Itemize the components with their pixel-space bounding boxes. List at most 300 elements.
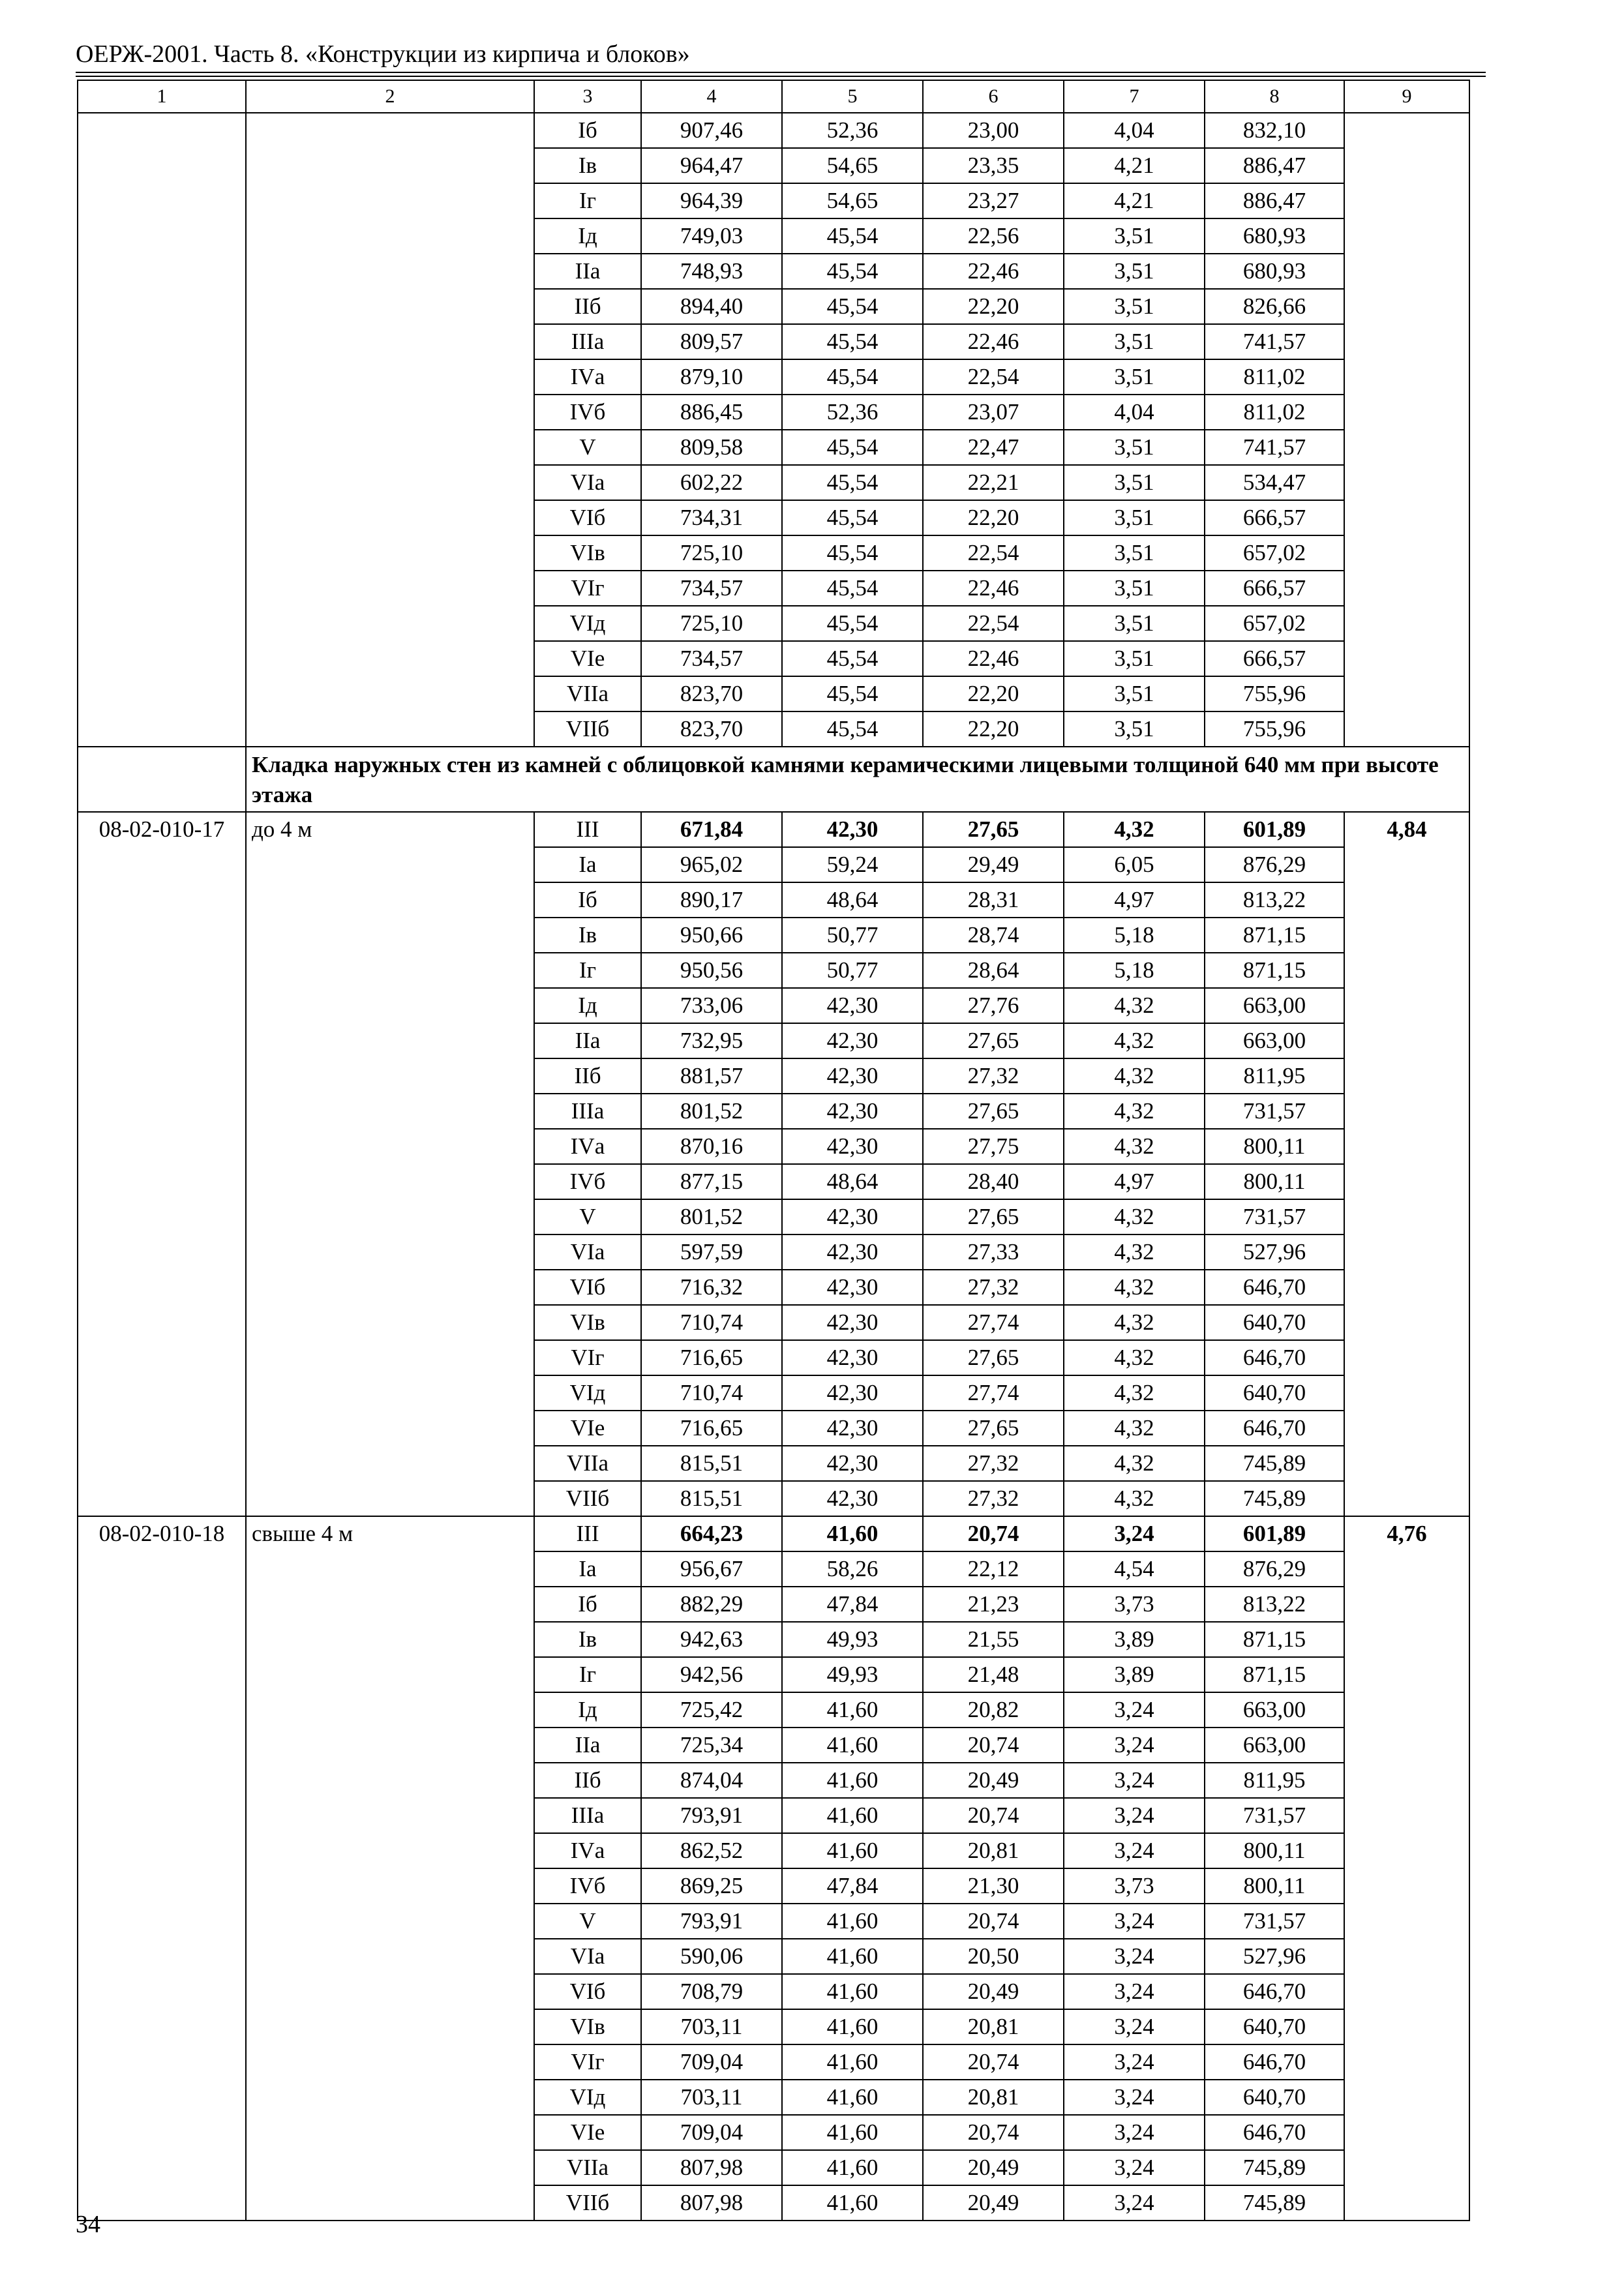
rate-description-cell [246,113,534,747]
rate-code-cell: 08-02-010-18 [78,1516,246,2221]
value-cell: 41,60 [782,1798,923,1833]
value-cell: 5,18 [1064,953,1205,988]
value-cell: 23,07 [923,395,1064,430]
value-cell: 41,60 [782,2044,923,2080]
zone-cell: VIв [534,2009,641,2044]
value-cell: 27,75 [923,1129,1064,1164]
zone-cell: VIв [534,535,641,571]
value-cell: 3,24 [1064,1692,1205,1728]
value-cell: 950,66 [641,918,782,953]
value-cell: 54,65 [782,183,923,218]
table-row [78,113,1469,148]
zone-cell: Iг [534,183,641,218]
value-cell: 45,54 [782,535,923,571]
value-cell: 41,60 [782,2009,923,2044]
value-cell: 871,15 [1205,953,1344,988]
value-cell: 42,30 [782,1094,923,1129]
value-cell: 42,30 [782,988,923,1023]
labor-cost-cell: 4,84 [1344,812,1469,1516]
value-cell: 27,32 [923,1481,1064,1516]
value-cell: 28,31 [923,882,1064,918]
value-cell: 3,24 [1064,1833,1205,1868]
value-cell: 731,57 [1205,1798,1344,1833]
value-cell: 832,10 [1205,113,1344,148]
document-header-title: ОЕРЖ-2001. Часть 8. «Конструкции из кирпича и блоков» [76,40,690,68]
value-cell: 42,30 [782,1199,923,1234]
value-cell: 710,74 [641,1375,782,1411]
value-cell: 663,00 [1205,1692,1344,1728]
value-cell: 745,89 [1205,2150,1344,2185]
value-cell: 42,30 [782,1234,923,1270]
value-cell: 886,47 [1205,183,1344,218]
value-cell: 22,56 [923,218,1064,254]
value-cell: 20,82 [923,1692,1064,1728]
zone-cell: IIа [534,1728,641,1763]
zone-cell: IIIа [534,1094,641,1129]
value-cell: 3,51 [1064,324,1205,359]
value-cell: 42,30 [782,1129,923,1164]
value-cell: 52,36 [782,395,923,430]
value-cell: 646,70 [1205,1270,1344,1305]
value-cell: 3,51 [1064,430,1205,465]
value-cell: 27,65 [923,1340,1064,1375]
value-cell: 4,04 [1064,113,1205,148]
value-cell: 755,96 [1205,711,1344,747]
value-cell: 640,70 [1205,2009,1344,2044]
zone-cell: VIг [534,1340,641,1375]
zone-cell: Iа [534,847,641,882]
value-cell: 45,54 [782,465,923,500]
value-cell: 22,20 [923,711,1064,747]
value-cell: 725,34 [641,1728,782,1763]
value-cell: 4,32 [1064,1270,1205,1305]
value-cell: 811,95 [1205,1763,1344,1798]
value-cell: 666,57 [1205,571,1344,606]
zone-cell: IVб [534,395,641,430]
value-cell: 731,57 [1205,1094,1344,1129]
zone-cell: VIб [534,1270,641,1305]
value-cell: 48,64 [782,1164,923,1199]
value-cell: 527,96 [1205,1234,1344,1270]
value-cell: 950,56 [641,953,782,988]
value-cell: 3,24 [1064,1904,1205,1939]
value-cell: 42,30 [782,812,923,847]
zone-cell: VIг [534,571,641,606]
value-cell: 47,84 [782,1587,923,1622]
value-cell: 708,79 [641,1974,782,2009]
value-cell: 882,29 [641,1587,782,1622]
zone-cell: Iг [534,1657,641,1692]
value-cell: 871,15 [1205,1657,1344,1692]
column-number-cell: 6 [923,80,1064,113]
value-cell: 876,29 [1205,847,1344,882]
value-cell: 801,52 [641,1094,782,1129]
zone-cell: VIа [534,1234,641,1270]
value-cell: 3,24 [1064,1798,1205,1833]
value-cell: 666,57 [1205,641,1344,676]
value-cell: 27,32 [923,1058,1064,1094]
value-cell: 45,54 [782,641,923,676]
zone-cell: VIа [534,465,641,500]
value-cell: 3,24 [1064,2080,1205,2115]
value-cell: 745,89 [1205,1446,1344,1481]
zone-cell: VIIа [534,2150,641,2185]
value-cell: 879,10 [641,359,782,395]
value-cell: 811,02 [1205,359,1344,395]
value-cell: 3,51 [1064,218,1205,254]
zone-cell: IIб [534,289,641,324]
zone-cell: V [534,1199,641,1234]
value-cell: 22,54 [923,535,1064,571]
value-cell: 813,22 [1205,882,1344,918]
value-cell: 709,04 [641,2044,782,2080]
value-cell: 20,49 [923,1763,1064,1798]
value-cell: 4,97 [1064,1164,1205,1199]
zone-cell: VIв [534,1305,641,1340]
value-cell: 27,65 [923,1199,1064,1234]
value-cell: 716,65 [641,1340,782,1375]
value-cell: 42,30 [782,1411,923,1446]
value-cell: 3,24 [1064,1516,1205,1551]
value-cell: 45,54 [782,606,923,641]
zone-cell: IIа [534,1023,641,1058]
value-cell: 597,59 [641,1234,782,1270]
value-cell: 29,49 [923,847,1064,882]
value-cell: 22,46 [923,571,1064,606]
zone-cell: Iв [534,148,641,183]
value-cell: 657,02 [1205,535,1344,571]
value-cell: 716,32 [641,1270,782,1305]
value-cell: 3,51 [1064,359,1205,395]
value-cell: 3,51 [1064,535,1205,571]
page-number: 34 [76,2211,100,2238]
value-cell: 20,74 [923,2044,1064,2080]
value-cell: 703,11 [641,2080,782,2115]
labor-cost-cell [1344,113,1469,747]
value-cell: 942,63 [641,1622,782,1657]
value-cell: 3,73 [1064,1868,1205,1904]
value-cell: 47,84 [782,1868,923,1904]
value-cell: 4,32 [1064,1446,1205,1481]
column-number-cell: 8 [1205,80,1344,113]
value-cell: 21,30 [923,1868,1064,1904]
value-cell: 640,70 [1205,1375,1344,1411]
value-cell: 725,10 [641,606,782,641]
value-cell: 27,65 [923,1411,1064,1446]
value-cell: 22,46 [923,254,1064,289]
value-cell: 807,98 [641,2185,782,2221]
value-cell: 823,70 [641,676,782,711]
value-cell: 42,30 [782,1446,923,1481]
value-cell: 45,54 [782,500,923,535]
zone-cell: Iб [534,113,641,148]
value-cell: 734,57 [641,641,782,676]
value-cell: 20,74 [923,2115,1064,2150]
value-cell: 41,60 [782,2080,923,2115]
value-cell: 20,49 [923,2150,1064,2185]
value-cell: 20,49 [923,2185,1064,2221]
value-cell: 3,51 [1064,676,1205,711]
value-cell: 48,64 [782,882,923,918]
value-cell: 27,65 [923,812,1064,847]
value-cell: 41,60 [782,1728,923,1763]
value-cell: 54,65 [782,148,923,183]
value-cell: 50,77 [782,918,923,953]
zone-cell: Iд [534,1692,641,1728]
value-cell: 640,70 [1205,2080,1344,2115]
value-cell: 874,04 [641,1763,782,1798]
value-cell: 826,66 [1205,289,1344,324]
rate-code-cell [78,113,246,747]
value-cell: 741,57 [1205,430,1344,465]
value-cell: 45,54 [782,676,923,711]
value-cell: 3,51 [1064,711,1205,747]
value-cell: 4,32 [1064,1129,1205,1164]
value-cell: 41,60 [782,1939,923,1974]
value-cell: 663,00 [1205,1728,1344,1763]
value-cell: 800,11 [1205,1833,1344,1868]
value-cell: 640,70 [1205,1305,1344,1340]
value-cell: 725,42 [641,1692,782,1728]
zone-cell: Iа [534,1551,641,1587]
value-cell: 3,24 [1064,1939,1205,1974]
value-cell: 755,96 [1205,676,1344,711]
value-cell: 27,32 [923,1446,1064,1481]
value-cell: 809,58 [641,430,782,465]
value-cell: 3,89 [1064,1657,1205,1692]
value-cell: 50,77 [782,953,923,988]
value-cell: 680,93 [1205,218,1344,254]
value-cell: 27,32 [923,1270,1064,1305]
value-cell: 5,18 [1064,918,1205,953]
value-cell: 3,24 [1064,2044,1205,2080]
value-cell: 731,57 [1205,1904,1344,1939]
value-cell: 20,81 [923,2009,1064,2044]
value-cell: 801,52 [641,1199,782,1234]
value-cell: 725,10 [641,535,782,571]
zone-cell: IVб [534,1868,641,1904]
value-cell: 732,95 [641,1023,782,1058]
value-cell: 21,23 [923,1587,1064,1622]
value-cell: 20,74 [923,1728,1064,1763]
zone-cell: VIг [534,2044,641,2080]
zone-cell: VIд [534,1375,641,1411]
value-cell: 671,84 [641,812,782,847]
header-rule-top [76,72,1486,73]
value-cell: 716,65 [641,1411,782,1446]
value-cell: 745,89 [1205,1481,1344,1516]
zone-cell: VIIб [534,711,641,747]
value-cell: 811,02 [1205,395,1344,430]
value-cell: 886,45 [641,395,782,430]
zone-cell: VIIб [534,2185,641,2221]
value-cell: 4,32 [1064,1234,1205,1270]
value-cell: 876,29 [1205,1551,1344,1587]
value-cell: 41,60 [782,1692,923,1728]
value-cell: 27,76 [923,988,1064,1023]
zone-cell: VIе [534,641,641,676]
value-cell: 49,93 [782,1657,923,1692]
zone-cell: V [534,430,641,465]
value-cell: 41,60 [782,2185,923,2221]
value-cell: 907,46 [641,113,782,148]
value-cell: 3,51 [1064,289,1205,324]
value-cell: 3,51 [1064,500,1205,535]
value-cell: 45,54 [782,254,923,289]
value-cell: 45,54 [782,711,923,747]
value-cell: 22,20 [923,676,1064,711]
value-cell: 6,05 [1064,847,1205,882]
value-cell: 646,70 [1205,2115,1344,2150]
value-cell: 734,31 [641,500,782,535]
zone-cell: V [534,1904,641,1939]
value-cell: 646,70 [1205,1340,1344,1375]
table-row [78,812,1469,847]
value-cell: 3,73 [1064,1587,1205,1622]
zone-cell: Iд [534,988,641,1023]
value-cell: 815,51 [641,1446,782,1481]
value-cell: 964,39 [641,183,782,218]
column-number-row [78,80,1469,113]
value-cell: 45,54 [782,324,923,359]
value-cell: 4,32 [1064,1199,1205,1234]
value-cell: 877,15 [641,1164,782,1199]
value-cell: 745,89 [1205,2185,1344,2221]
value-cell: 45,54 [782,359,923,395]
section-title: Кладка наружных стен из камней с облицовкой камнями керамическими лицевыми толщиной 640 мм при высоте этажа [246,747,1469,812]
value-cell: 3,24 [1064,2185,1205,2221]
zone-cell: III [534,1516,641,1551]
zone-cell: VIб [534,1974,641,2009]
value-cell: 22,12 [923,1551,1064,1587]
value-cell: 22,21 [923,465,1064,500]
value-cell: 20,74 [923,1798,1064,1833]
value-cell: 23,35 [923,148,1064,183]
zone-cell: VIIа [534,1446,641,1481]
zone-cell: IVа [534,1129,641,1164]
value-cell: 646,70 [1205,1974,1344,2009]
value-cell: 41,60 [782,1516,923,1551]
value-cell: 793,91 [641,1904,782,1939]
value-cell: 3,51 [1064,254,1205,289]
column-number-cell: 3 [534,80,641,113]
zone-cell: VIе [534,2115,641,2150]
value-cell: 4,32 [1064,1340,1205,1375]
value-cell: 886,47 [1205,148,1344,183]
value-cell: 3,24 [1064,2150,1205,2185]
value-cell: 42,30 [782,1270,923,1305]
value-cell: 4,54 [1064,1551,1205,1587]
zone-cell: VIIа [534,676,641,711]
value-cell: 4,21 [1064,148,1205,183]
value-cell: 709,04 [641,2115,782,2150]
value-cell: 3,24 [1064,2009,1205,2044]
value-cell: 20,74 [923,1904,1064,1939]
zone-cell: Iг [534,953,641,988]
value-cell: 23,00 [923,113,1064,148]
value-cell: 42,30 [782,1058,923,1094]
value-cell: 45,54 [782,289,923,324]
value-cell: 4,32 [1064,812,1205,847]
zone-cell: VIа [534,1939,641,1974]
value-cell: 602,22 [641,465,782,500]
value-cell: 800,11 [1205,1129,1344,1164]
section-row [78,747,1469,812]
value-cell: 871,15 [1205,1622,1344,1657]
value-cell: 3,89 [1064,1622,1205,1657]
value-cell: 734,57 [641,571,782,606]
value-cell: 657,02 [1205,606,1344,641]
zone-cell: IIа [534,254,641,289]
value-cell: 45,54 [782,571,923,606]
value-cell: 3,51 [1064,641,1205,676]
value-cell: 534,47 [1205,465,1344,500]
value-cell: 710,74 [641,1305,782,1340]
zone-cell: IVа [534,359,641,395]
value-cell: 28,64 [923,953,1064,988]
value-cell: 41,60 [782,1974,923,2009]
value-cell: 815,51 [641,1481,782,1516]
value-cell: 42,30 [782,1481,923,1516]
value-cell: 22,46 [923,324,1064,359]
value-cell: 3,24 [1064,1763,1205,1798]
value-cell: 45,54 [782,430,923,465]
zone-cell: Iв [534,1622,641,1657]
rate-code-cell: 08-02-010-17 [78,812,246,1516]
value-cell: 890,17 [641,882,782,918]
value-cell: 881,57 [641,1058,782,1094]
value-cell: 58,26 [782,1551,923,1587]
value-cell: 811,95 [1205,1058,1344,1094]
value-cell: 4,32 [1064,1305,1205,1340]
value-cell: 956,67 [641,1551,782,1587]
value-cell: 4,32 [1064,1023,1205,1058]
zone-cell: III [534,812,641,847]
value-cell: 3,24 [1064,1728,1205,1763]
column-number-cell: 5 [782,80,923,113]
column-number-cell: 2 [246,80,534,113]
zone-cell: VIд [534,606,641,641]
value-cell: 869,25 [641,1868,782,1904]
column-number-cell: 9 [1344,80,1469,113]
value-cell: 42,30 [782,1340,923,1375]
rate-description-cell: свыше 4 м [246,1516,534,2221]
value-cell: 741,57 [1205,324,1344,359]
zone-cell: Iд [534,218,641,254]
value-cell: 22,20 [923,500,1064,535]
table-row [78,1516,1469,1551]
value-cell: 823,70 [641,711,782,747]
value-cell: 41,60 [782,2150,923,2185]
value-cell: 748,93 [641,254,782,289]
value-cell: 20,50 [923,1939,1064,1974]
value-cell: 4,32 [1064,1481,1205,1516]
value-cell: 3,51 [1064,571,1205,606]
value-cell: 20,81 [923,2080,1064,2115]
column-number-cell: 7 [1064,80,1205,113]
zone-cell: IIIа [534,324,641,359]
value-cell: 666,57 [1205,500,1344,535]
zone-cell: Iб [534,882,641,918]
value-cell: 22,20 [923,289,1064,324]
value-cell: 42,30 [782,1375,923,1411]
value-cell: 646,70 [1205,2044,1344,2080]
value-cell: 800,11 [1205,1164,1344,1199]
value-cell: 894,40 [641,289,782,324]
value-cell: 27,33 [923,1234,1064,1270]
value-cell: 22,47 [923,430,1064,465]
value-cell: 942,56 [641,1657,782,1692]
